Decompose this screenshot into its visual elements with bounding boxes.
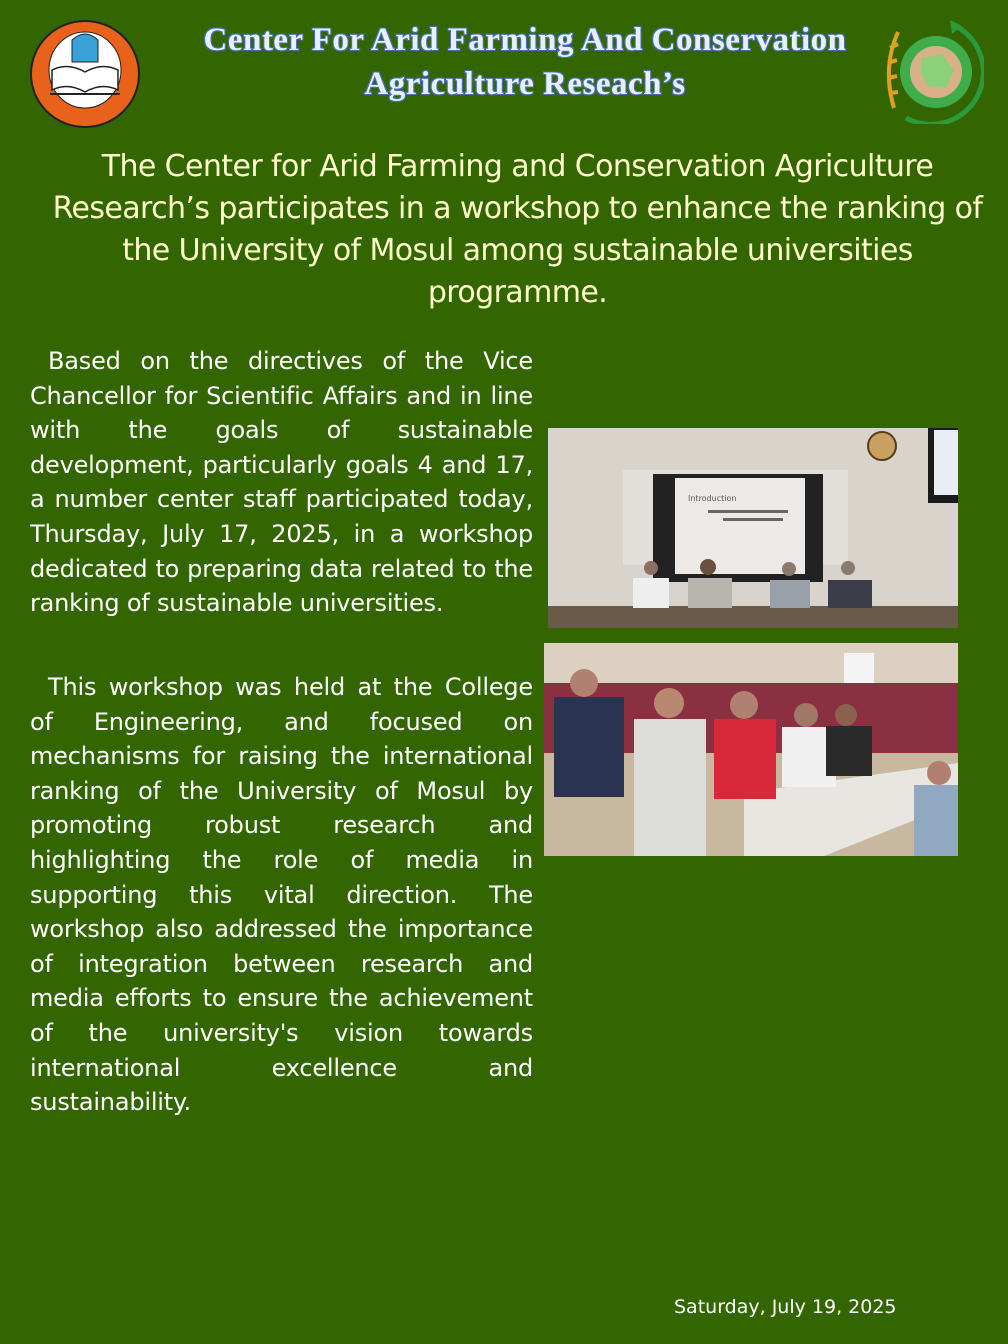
paragraph-2: This workshop was held at the College of Engineering, and focused on mechanisms for raising the international ranking of the University of Mosul by promoting robust research and highlighting the role of media in supporting this vital direction. The workshop also addressed the importance of integration between research and media efforts to ensure the achievement of the university's vision towards international excellence and sustainability. [30,673,533,1117]
slide-title: Introduction [688,494,737,503]
university-of-mosul-logo [30,20,140,128]
paragraph-1: Based on the directives of the Vice Chancellor for Scientific Affairs and in line with the goals of sustainable development, particularly goals 4 and 17, a number center staff participated today, Thursday, July 17, 2025, in a workshop dedicated to preparing data related to the ranking of sustainable universities. [30,347,533,618]
workshop-audience-photo [544,643,958,856]
workshop-panel-photo [548,428,958,628]
center-logo [876,18,984,124]
article-title: The Center for Arid Farming and Conservation Agriculture Research’s participates in a workshop to enhance the ranking of the University of Mosul among sustainable universities programme. [52,149,983,310]
header-line-1: Center For Arid Farming And Conservation [203,22,847,58]
header-line-2: Agriculture Reseach’s [364,66,686,102]
publication-date: Saturday, July 19, 2025 [674,1296,897,1318]
